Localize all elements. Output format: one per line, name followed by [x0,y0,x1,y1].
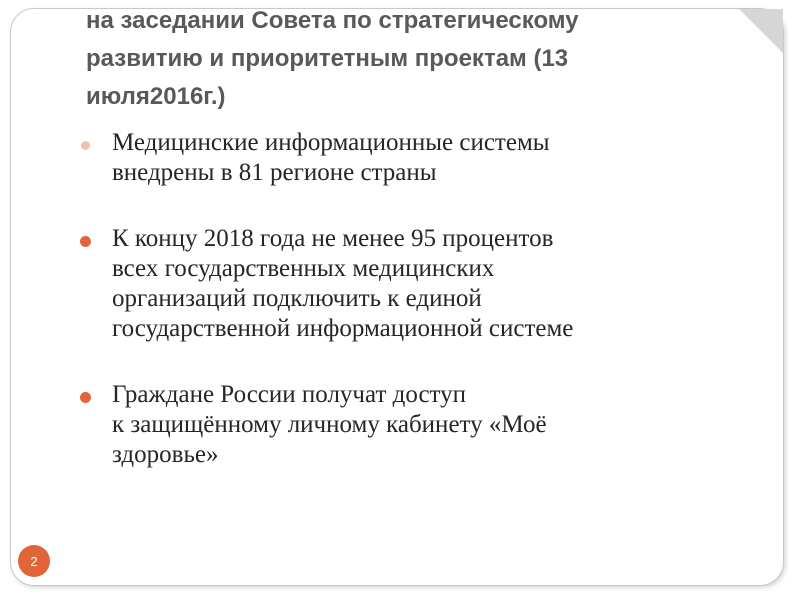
title-line-1: на заседании Совета по стратегическому [86,7,579,34]
list-item-line: государственной информационной системе [112,315,574,342]
title-line-2: развитию и приоритетным проектам (13 [86,45,569,72]
list-item-2 [78,224,738,344]
list-item-line: здоровье» [112,441,219,468]
title-line-3: июля2016г.) [86,83,226,110]
list-item-3 [78,380,738,470]
list-item-line: организаций подключить к единой [112,285,482,312]
list-item-line: Медицинские информационные системы [112,129,550,156]
page-number-badge: 2 [18,545,50,577]
list-item-1 [78,128,738,188]
list-item-line: Граждане России получат доступ [112,381,467,408]
bullet-list [78,128,738,470]
list-item-line: всех государственных медицинских [112,255,495,282]
slide-title [86,2,746,116]
bullet-icon [80,392,91,403]
list-item-line: К концу 2018 года не менее 95 процентов [112,225,554,252]
bullet-icon [80,236,91,247]
list-item-line: к защищённому личному кабинету «Моё [112,411,547,438]
list-item-line: внедрены в 81 регионе страны [112,159,437,186]
bullet-icon [81,141,90,150]
